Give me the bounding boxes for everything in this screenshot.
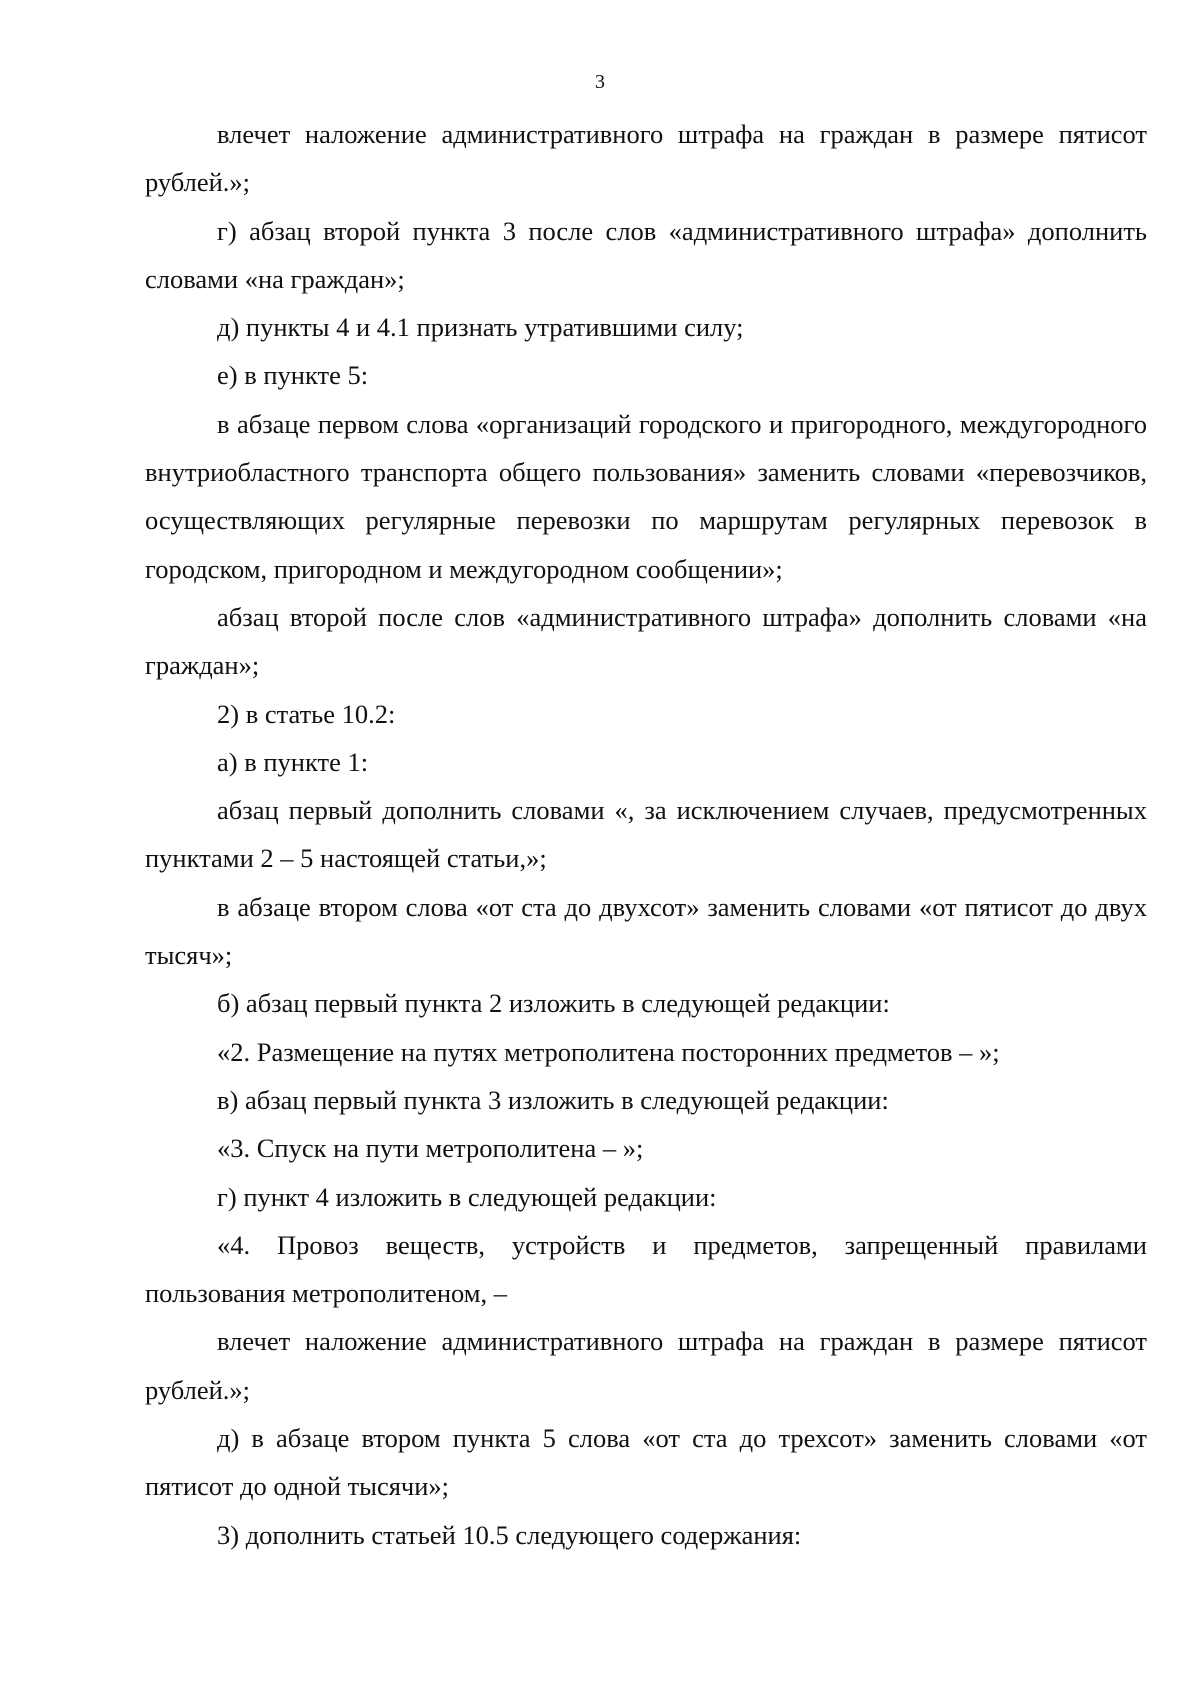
paragraph: в) абзац первый пункта 3 изложить в следующей редакции: [217, 1084, 889, 1115]
paragraph: д) пункты 4 и 4.1 признать утратившими силу; [217, 312, 744, 343]
paragraph: «3. Спуск на пути метрополитена – »; [217, 1133, 644, 1164]
paragraph: в абзаце первом слова «организаций городского и пригородного, междугородного внутриобластного транспорта общего пользования» заменить словами «перевозчиков, осуществляющих регулярные перевозки по маршрутам регулярных перевозок в городском, пригородном и междугородном сообщении»; [145, 408, 1147, 584]
paragraph: б) абзац первый пункта 2 изложить в следующей редакции: [217, 988, 890, 1019]
paragraph: е) в пункте 5: [217, 360, 369, 391]
paragraph: г) пункт 4 изложить в следующей редакции: [217, 1181, 717, 1212]
paragraph: влечет наложение административного штрафа на граждан в размере пятисот рублей.»; [145, 1326, 1147, 1405]
paragraph: в абзаце втором слова «от ста до двухсот» заменить словами «от пятисот до двух тысяч»; [145, 891, 1147, 971]
paragraph: а) в пункте 1: [217, 746, 369, 777]
paragraph: «4. Провоз веществ, устройств и предметов, запрещенный правилами пользования метрополитеном, – [145, 1229, 1147, 1309]
paragraph: «2. Размещение на путях метрополитена посторонних предметов – »; [217, 1036, 1000, 1067]
paragraph: влечет наложение административного штрафа на граждан в размере пятисот рублей.»; [145, 119, 1147, 198]
paragraph: д) в абзаце втором пункта 5 слова «от ста до трехсот» заменить словами «от пятисот до одной тысячи»; [145, 1423, 1147, 1502]
paragraph: абзац второй после слов «административного штрафа» дополнить словами «на граждан»; [145, 601, 1147, 681]
page-number: 3 [595, 71, 605, 93]
paragraph: 3) дополнить статьей 10.5 следующего содержания: [217, 1519, 802, 1550]
paragraph: абзац первый дополнить словами «, за исключением случаев, предусмотренных пунктами 2 – 5 настоящей статьи,»; [145, 795, 1147, 874]
paragraph: 2) в статье 10.2: [217, 698, 396, 729]
document-body [145, 110, 1147, 1559]
paragraph: г) абзац второй пункта 3 после слов «административного штрафа» дополнить словами «на граждан»; [145, 215, 1147, 294]
